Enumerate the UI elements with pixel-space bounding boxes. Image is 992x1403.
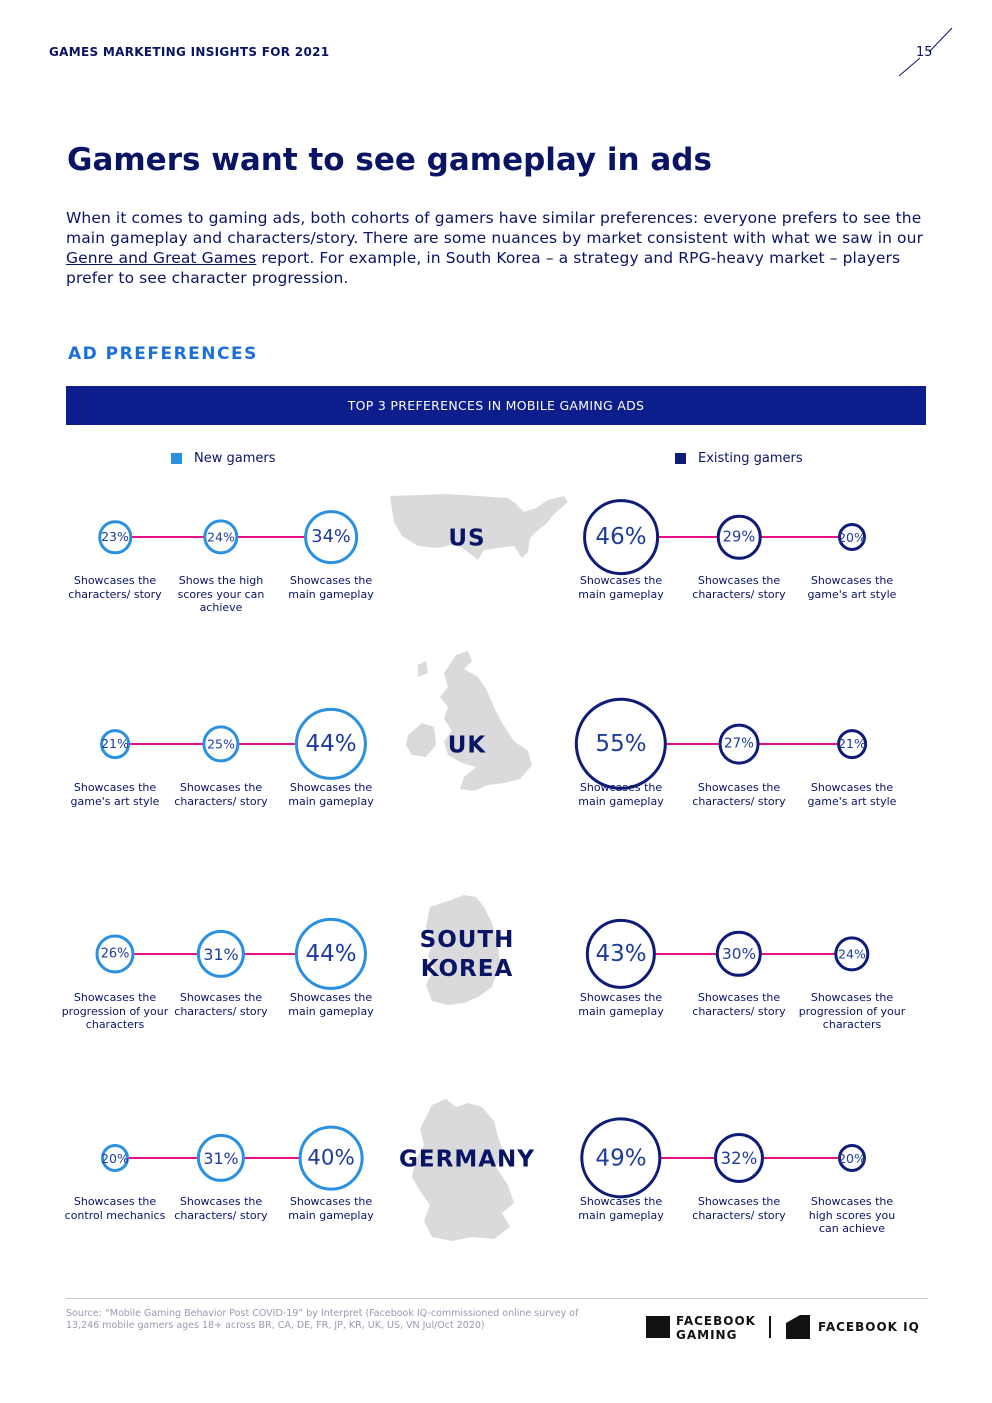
country-name-south-korea: SOUTH KOREA (419, 927, 515, 982)
uk-new-label-2: Showcases the characters/ story (174, 781, 268, 808)
uk-old-bubble-2: 27% (719, 724, 760, 765)
germany-old-label-2: Showcases the characters/ story (692, 1195, 786, 1222)
us-new-bubble-3: 34% (304, 510, 358, 564)
us-new-label-1: Showcases the characters/ story (68, 574, 162, 601)
south-korea-old-label-3: Showcases the progression of your characters (798, 991, 906, 1031)
germany-new-label-1: Showcases the control mechanics (64, 1195, 166, 1222)
facebook-gaming-logo-mark (646, 1316, 670, 1338)
south-korea-new-label-3: Showcases the main gameplay (288, 991, 374, 1018)
germany-new-label-2: Showcases the characters/ story (174, 1195, 268, 1222)
south-korea-new-label-2: Showcases the characters/ story (174, 991, 268, 1018)
us-new-label-2: Shows the high scores your can achieve (177, 574, 265, 614)
logo1-line2: GAMING (676, 1328, 738, 1342)
us-old-label-1: Showcases the main gameplay (578, 574, 664, 601)
us-old-label-2: Showcases the characters/ story (692, 574, 786, 601)
germany-new-bubble-2: 31% (197, 1134, 245, 1182)
us-new-bubble-1: 23% (98, 520, 132, 554)
source-note: Source: “Mobile Gaming Behavior Post COVID-19” by Interpret (Facebook IQ-commissioned online survey of 13,246 mobile gamers ages 18+ across BR, CA, DE, FR, JP, KR, UK, US, VN Jul/Oct 2020) (66, 1308, 579, 1331)
south-korea-old-bubble-3: 24% (834, 936, 869, 971)
south-korea-old-bubble-2: 30% (716, 931, 762, 977)
germany-new-label-3: Showcases the main gameplay (288, 1195, 374, 1222)
legend-existing-label: Existing gamers (698, 451, 803, 466)
genre-report-link[interactable]: Genre and Great Games (66, 249, 257, 267)
facebook-iq-logo-mark (786, 1315, 810, 1339)
uk-old-bubble-1: 55% (575, 698, 667, 790)
legend-new-label: New gamers (194, 451, 276, 466)
south-korea-old-bubble-1: 43% (586, 919, 656, 989)
germany-old-bubble-3: 20% (838, 1144, 866, 1172)
logo-divider (769, 1316, 771, 1338)
country-name-uk: UK (447, 732, 487, 759)
us-new-label-3: Showcases the main gameplay (288, 574, 374, 601)
uk-new-bubble-3: 44% (295, 708, 367, 780)
intro-text-end: report. For example, in South Korea – a strategy and RPG-heavy market – players prefer to see character progression. (66, 249, 901, 287)
logo1-line1: FACEBOOK (676, 1314, 756, 1328)
germany-old-label-3: Showcases the high scores you can achieve (808, 1195, 896, 1235)
uk-old-label-1: Showcases the main gameplay (578, 781, 664, 808)
chart-banner: TOP 3 PREFERENCES IN MOBILE GAMING ADS (66, 386, 926, 425)
us-old-bubble-3: 20% (838, 523, 866, 551)
legend-existing (675, 451, 803, 466)
germany-old-label-1: Showcases the main gameplay (578, 1195, 664, 1222)
south-korea-new-bubble-2: 31% (197, 930, 245, 978)
us-old-label-3: Showcases the game's art style (807, 574, 897, 601)
us-new-bubble-2: 24% (203, 519, 238, 554)
legend-existing-swatch (675, 453, 686, 464)
south-korea-new-bubble-3: 44% (295, 918, 367, 990)
section-title: AD PREFERENCES (68, 344, 258, 364)
facebook-iq-logo: FACEBOOK IQ (818, 1320, 920, 1334)
page-number: 15 (916, 45, 933, 60)
germany-old-bubble-2: 32% (714, 1133, 764, 1183)
south-korea-new-bubble-1: 26% (95, 934, 134, 973)
germany-new-bubble-1: 20% (101, 1144, 129, 1172)
legend-new-swatch (171, 453, 182, 464)
south-korea-old-label-2: Showcases the characters/ story (692, 991, 786, 1018)
intro-paragraph (66, 208, 926, 288)
uk-new-bubble-1: 21% (100, 729, 130, 759)
south-korea-new-label-1: Showcases the progression of your characters (61, 991, 169, 1031)
intro-text-start: When it comes to gaming ads, both cohorts of gamers have similar preferences: everyone prefers to see the main gameplay and characters/story. There are some nuances by market consistent with what we saw in our (66, 209, 924, 247)
uk-new-label-3: Showcases the main gameplay (288, 781, 374, 808)
uk-new-label-1: Showcases the game's art style (70, 781, 160, 808)
facebook-gaming-logo (676, 1314, 756, 1342)
legend-new (171, 451, 276, 466)
us-old-bubble-1: 46% (583, 499, 659, 575)
uk-old-label-3: Showcases the game's art style (807, 781, 897, 808)
uk-new-bubble-2: 25% (202, 725, 239, 762)
uk-old-bubble-3: 21% (837, 729, 867, 759)
uk-old-label-2: Showcases the characters/ story (692, 781, 786, 808)
country-name-us: US (448, 525, 486, 552)
footer-divider (66, 1298, 928, 1299)
country-name-germany: GERMANY (399, 1146, 535, 1173)
us-old-bubble-2: 29% (717, 515, 762, 560)
page-title: Gamers want to see gameplay in ads (67, 142, 712, 178)
germany-old-bubble-1: 49% (580, 1117, 661, 1198)
report-header: GAMES MARKETING INSIGHTS FOR 2021 (49, 45, 330, 59)
south-korea-old-label-1: Showcases the main gameplay (578, 991, 664, 1018)
germany-new-bubble-3: 40% (299, 1126, 364, 1191)
